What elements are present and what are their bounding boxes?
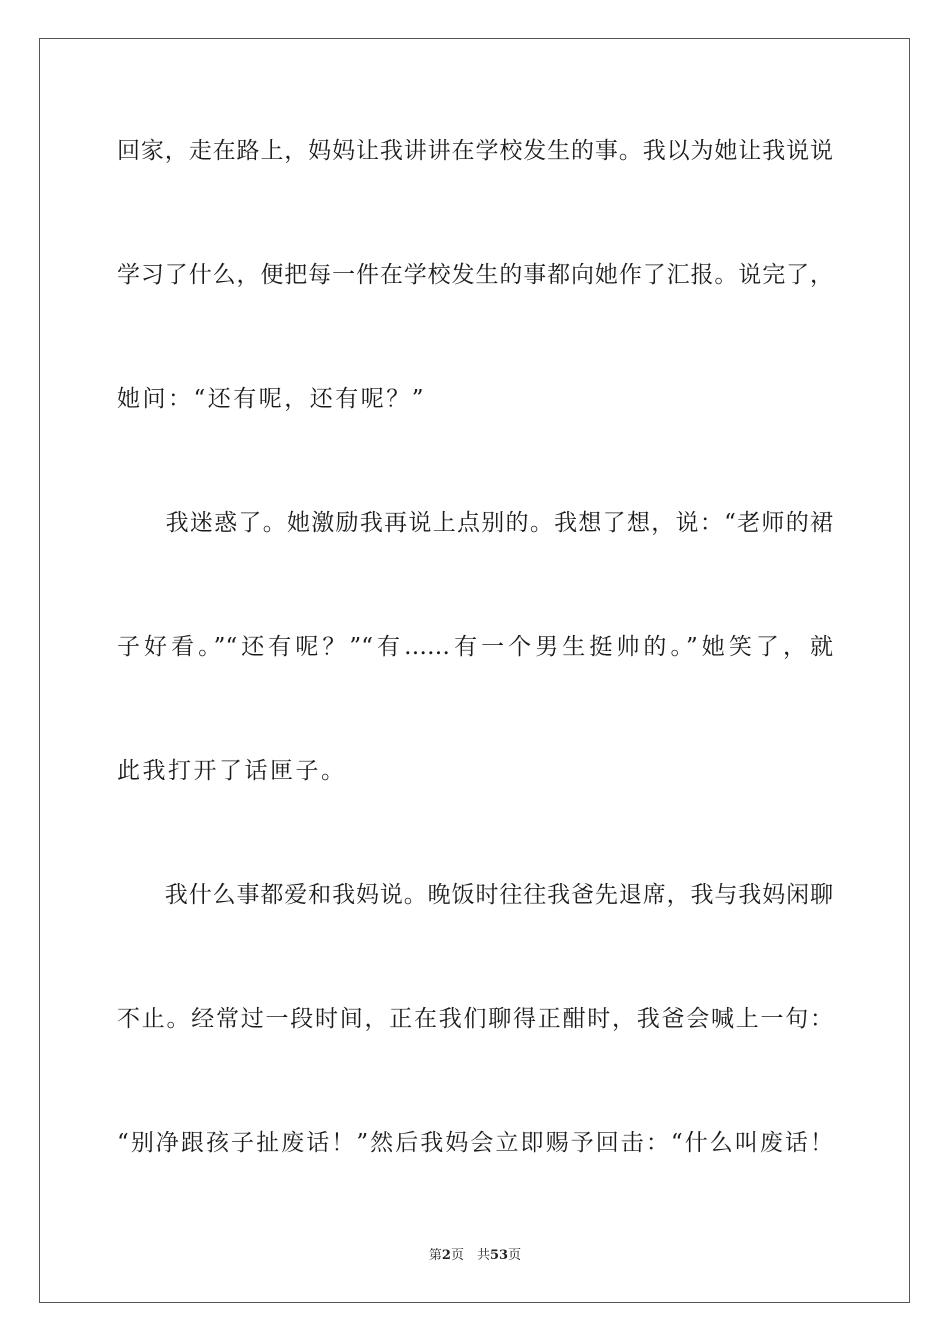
text-line-4: 我迷惑了。她激励我再说上点别的。我想了想，说：“老师的裙	[117, 510, 833, 536]
footer-prefix: 第	[428, 1248, 442, 1263]
current-page-number: 2	[441, 1248, 451, 1263]
text-line-3: 她问：“还有呢，还有呢？”	[117, 386, 427, 412]
text-line-8: 不止。经常过一段时间，正在我们聊得正酣时，我爸会喊上一句：	[117, 1006, 833, 1032]
text-line-6: 此我打开了话匣子。	[117, 758, 347, 784]
page-border	[39, 38, 910, 1303]
footer-suffix: 页	[508, 1248, 522, 1263]
total-pages-number: 53	[489, 1248, 509, 1263]
footer-middle: 页 共	[450, 1248, 490, 1263]
text-line-9: “别净跟孩子扯废话！”然后我妈会立即赐予回击：“什么叫废话！	[117, 1130, 833, 1156]
text-line-2: 学习了什么，便把每一件在学校发生的事都向她作了汇报。说完了，	[117, 262, 833, 288]
text-line-1: 回家，走在路上，妈妈让我讲讲在学校发生的事。我以为她让我说说	[117, 138, 833, 164]
text-line-5: 子好看。”“还有呢？”“有……有一个男生挺帅的。”她笑了，就	[117, 634, 833, 660]
text-line-7: 我什么事都爱和我妈说。晚饭时往往我爸先退席，我与我妈闲聊	[117, 882, 833, 908]
page-footer	[0, 1247, 950, 1265]
